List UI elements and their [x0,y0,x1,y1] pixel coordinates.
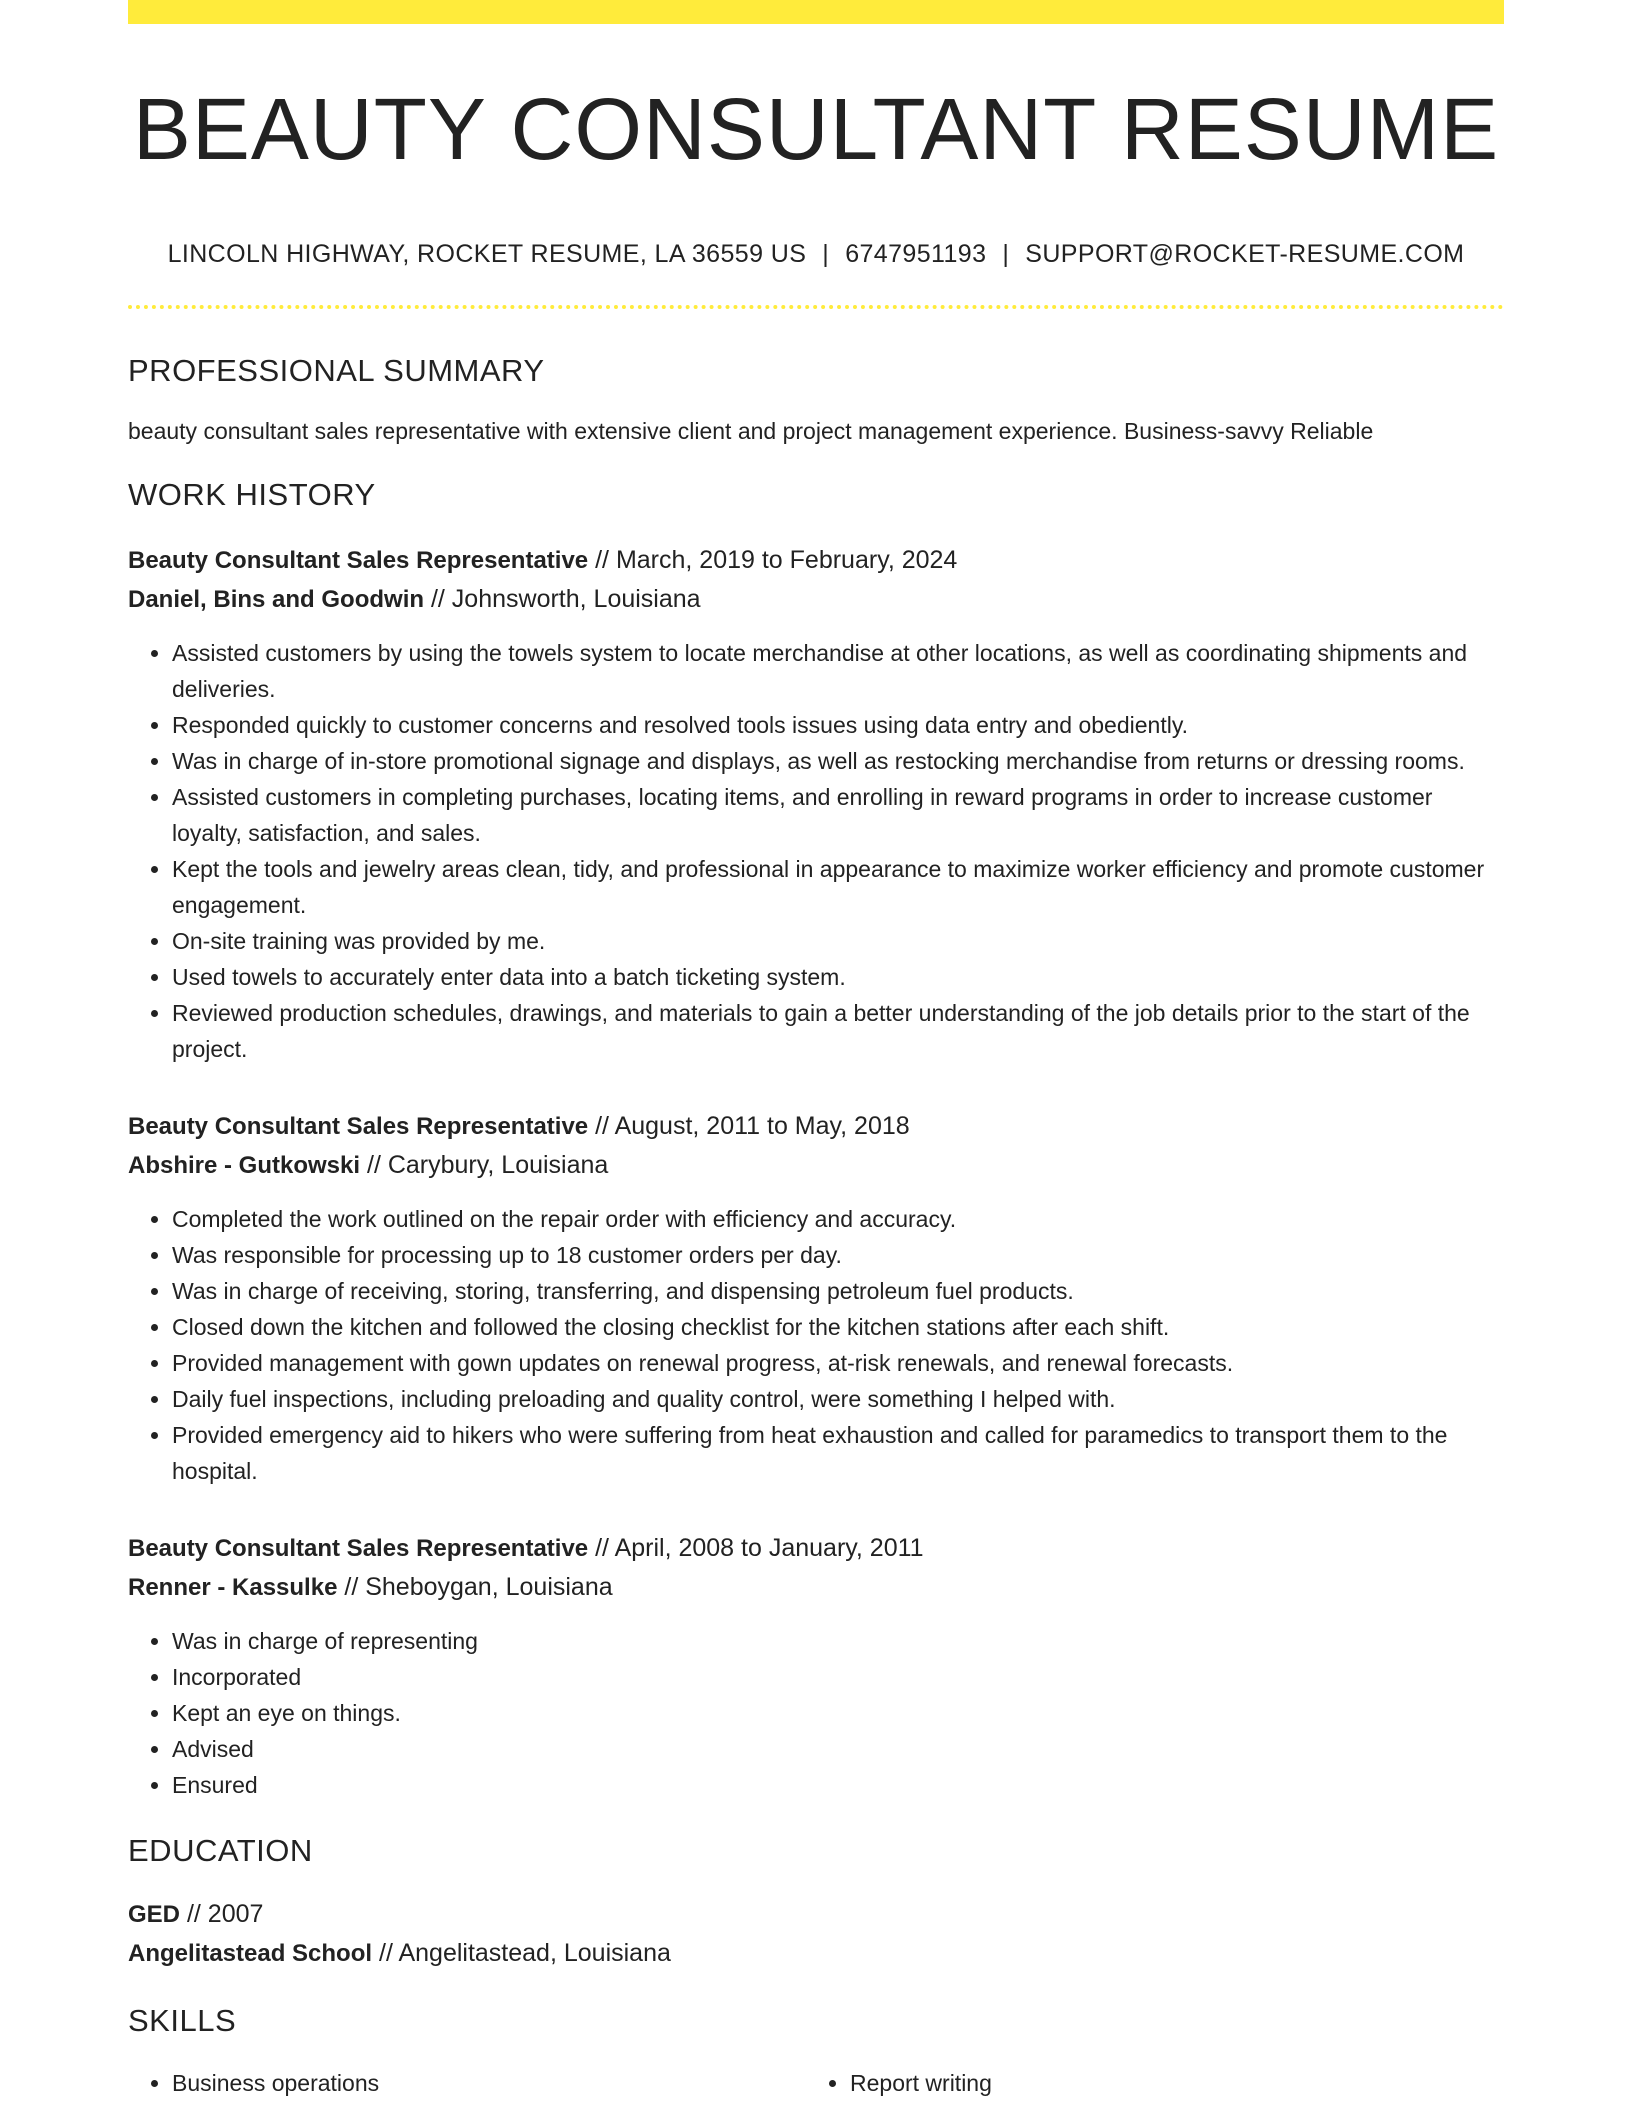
job-location: // Johnsworth, Louisiana [430,584,701,613]
duty-item: • Assisted customers in completing purchases, locating items, and enrolling in reward programs in order to increase customer loyalty, satisfaction, and sales. [172,779,1504,851]
school-name: Angelitastead School [128,1939,373,1967]
duty-item: • Was responsible for processing up to 18 customer orders per day. [172,1237,1504,1273]
job-title-line [128,1107,1504,1146]
job-entry [128,1107,1504,1489]
job-company-line [128,580,1504,619]
job-duties [128,1201,1504,1489]
job-dates: // March, 2019 to February, 2024 [595,545,958,574]
skills-heading: SKILLS [128,2002,237,2038]
summary-section [128,353,1504,447]
duty-item: • Kept an eye on things. [172,1695,1504,1731]
job-dates: // August, 2011 to May, 2018 [595,1111,910,1140]
work-history-section [128,477,1504,1803]
resume-title: BEAUTY CONSULTANT RESUME [132,81,1500,178]
skill-item: • Business operations [172,2065,806,2101]
degree: GED [128,1900,181,1928]
job-title-line [128,1529,1504,1568]
skill-item: • Report writing [850,2065,1484,2101]
job-title: Beauty Consultant Sales Representative [128,1112,589,1140]
skills-left-column [128,2065,806,2101]
contact-line [128,240,1504,269]
duty-item: • Completed the work outlined on the repair order with efficiency and accuracy. [172,1201,1504,1237]
duty-item: • Kept the tools and jewelry areas clean, tidy, and professional in appearance to maximize worker efficiency and promote customer engagement. [172,851,1504,923]
duty-item: • Was in charge of representing [172,1623,1504,1659]
degree-year: // 2007 [186,1899,264,1928]
job-duties [128,635,1504,1067]
contact-separator: | [822,239,830,268]
skills-section [128,2003,1504,2101]
duty-item: • Assisted customers by using the towels system to locate merchandise at other locations, as well as coordinating shipments and deliveries. [172,635,1504,707]
duty-item: • Was in charge of in-store promotional signage and displays, as well as restocking merchandise from returns or dressing rooms. [172,743,1504,779]
duty-item: • Provided emergency aid to hikers who were suffering from heat exhaustion and called for paramedics to transport them to the hospital. [172,1417,1504,1489]
job-company: Daniel, Bins and Goodwin [128,585,425,613]
school-location: // Angelitastead, Louisiana [379,1938,671,1967]
job-duties [128,1623,1504,1803]
job-location: // Sheboygan, Louisiana [344,1572,613,1601]
duty-item: • Was in charge of receiving, storing, transferring, and dispensing petroleum fuel products. [172,1273,1504,1309]
duty-item: • Reviewed production schedules, drawings, and materials to gain a better understanding of the job details prior to the start of the project. [172,995,1504,1067]
duty-item: • Ensured [172,1767,1504,1803]
summary-text: beauty consultant sales representative with extensive client and project management experience. Business-savvy Reliable [128,417,1374,444]
dotted-divider [128,305,1504,309]
job-company-line [128,1568,1504,1607]
duty-item: • Advised [172,1731,1504,1767]
duty-item: • Responded quickly to customer concerns and resolved tools issues using data entry and obediently. [172,707,1504,743]
job-company-line [128,1146,1504,1185]
education-section [128,1833,1504,1973]
job-company: Renner - Kassulke [128,1573,338,1601]
summary-heading: PROFESSIONAL SUMMARY [128,352,545,388]
job-company: Abshire - Gutkowski [128,1151,361,1179]
education-heading: EDUCATION [128,1832,313,1868]
job-title: Beauty Consultant Sales Representative [128,546,589,574]
work-history-heading: WORK HISTORY [128,476,376,512]
duty-item: • Incorporated [172,1659,1504,1695]
job-entry [128,1529,1504,1803]
job-title-line [128,541,1504,580]
job-entry [128,541,1504,1067]
duty-item: • Provided management with gown updates on renewal progress, at-risk renewals, and renewal forecasts. [172,1345,1504,1381]
job-dates: // April, 2008 to January, 2011 [595,1533,924,1562]
contact-phone: 6747951193 [845,239,987,268]
degree-line [128,1895,1504,1934]
job-title: Beauty Consultant Sales Representative [128,1534,589,1562]
contact-email: SUPPORT@ROCKET-RESUME.COM [1025,239,1465,268]
contact-address: LINCOLN HIGHWAY, ROCKET RESUME, LA 36559 US [167,239,807,268]
top-accent-bar [128,0,1504,24]
skills-right-column [806,2065,1484,2101]
duty-item: • Closed down the kitchen and followed the closing checklist for the kitchen stations after each shift. [172,1309,1504,1345]
skills-columns [128,2065,1504,2101]
resume-page [128,0,1504,2101]
contact-separator: | [1002,239,1010,268]
duty-item: • Daily fuel inspections, including preloading and quality control, were something I helped with. [172,1381,1504,1417]
school-line [128,1934,1504,1973]
duty-item: • On-site training was provided by me. [172,923,1504,959]
education-entry [128,1895,1504,1973]
job-location: // Carybury, Louisiana [367,1150,609,1179]
duty-item: • Used towels to accurately enter data into a batch ticketing system. [172,959,1504,995]
